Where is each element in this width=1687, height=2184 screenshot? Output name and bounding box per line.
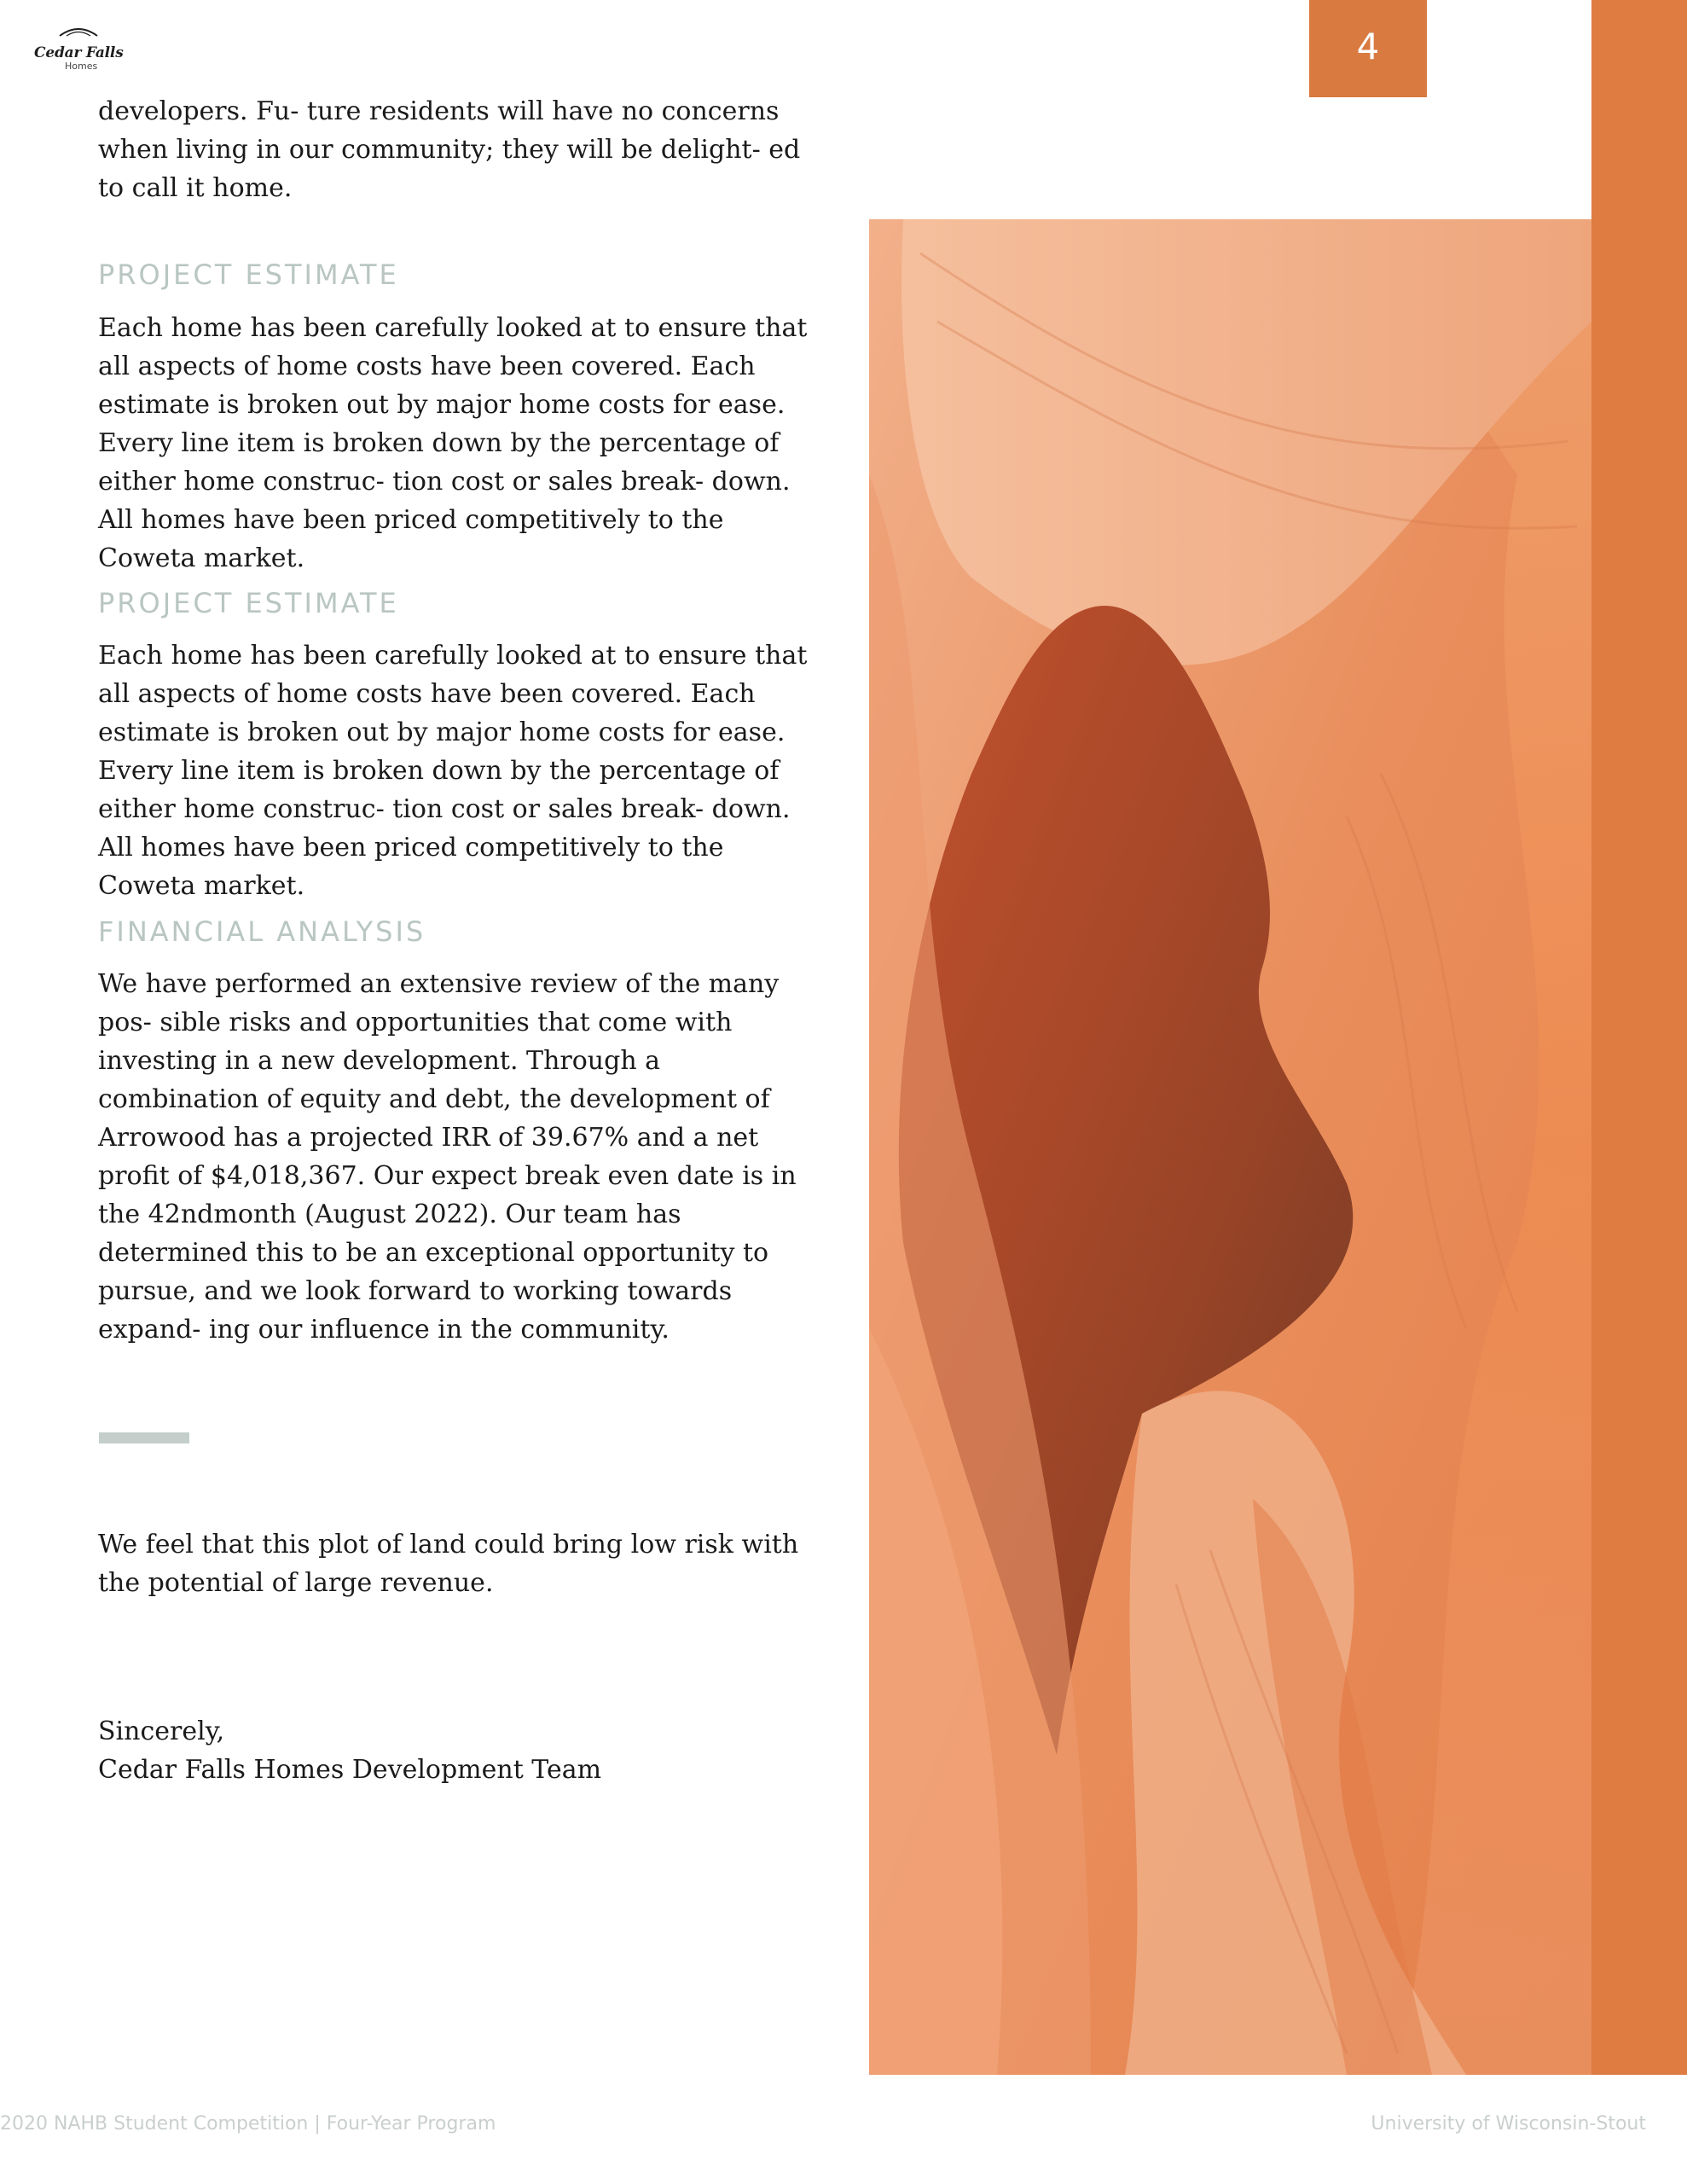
intro-paragraph: developers. Fu- ture residents will have no concerns when living in our community; they will be delight- ed to call it home. (98, 96, 801, 203)
signoff: Sincerely, (98, 1716, 225, 1746)
footer-right: University of Wisconsin-Stout (1371, 2113, 1646, 2135)
canyon-photo (869, 219, 1591, 2075)
page-number-tab (1309, 0, 1427, 97)
footer-left: 2020 NAHB Student Competition | Four-Year Program (0, 2113, 496, 2135)
project-estimate-heading-1: PROJECT ESTIMATE (98, 258, 399, 291)
side-accent-strip (1591, 0, 1687, 2075)
closing-paragraph: We feel that this plot of land could bring low risk with the potential of large revenue. (98, 1530, 799, 1598)
page-number: 4 (1356, 26, 1380, 67)
signature: Cedar Falls Homes Development Team (98, 1755, 602, 1785)
divider-accent (99, 1432, 189, 1443)
company-logo (34, 24, 145, 75)
project-estimate-paragraph-2: Each home has been carefully looked at to ensure that all aspects of home costs have been covered. Each estimate is broken out by major home costs for ease. Every line item is broken down by the percentage of either home construc- tion cost or sales break- down. All homes have been priced competitively to the Coweta market. (98, 641, 808, 901)
financial-analysis-paragraph: We have performed an extensive review of the many pos- sible risks and opportunities that come with investing in a new development. Through a combination of equity and debt, the development of Arrowood has a projected IRR of 39.67% and a net profit of $4,018,367. Our expect break even date is in the 42ndmonth (August 2022). Our team has determined this to be an exceptional opportunity to pursue, and we look forward to working towards expand- ing our influence in the community. (98, 969, 797, 1345)
roof-icon (58, 24, 99, 38)
logo-name: Cedar Falls (34, 44, 124, 61)
financial-analysis-heading: FINANCIAL ANALYSIS (98, 915, 426, 948)
project-estimate-heading-2: PROJECT ESTIMATE (98, 587, 399, 619)
project-estimate-paragraph-1: Each home has been carefully looked at to ensure that all aspects of home costs have been covered. Each estimate is broken out by major home costs for ease. Every line item is broken down by the percentage of either home construc- tion cost or sales break- down. All homes have been priced competitively to the Coweta market. (98, 313, 808, 573)
logo-subtitle: Homes (65, 61, 98, 72)
